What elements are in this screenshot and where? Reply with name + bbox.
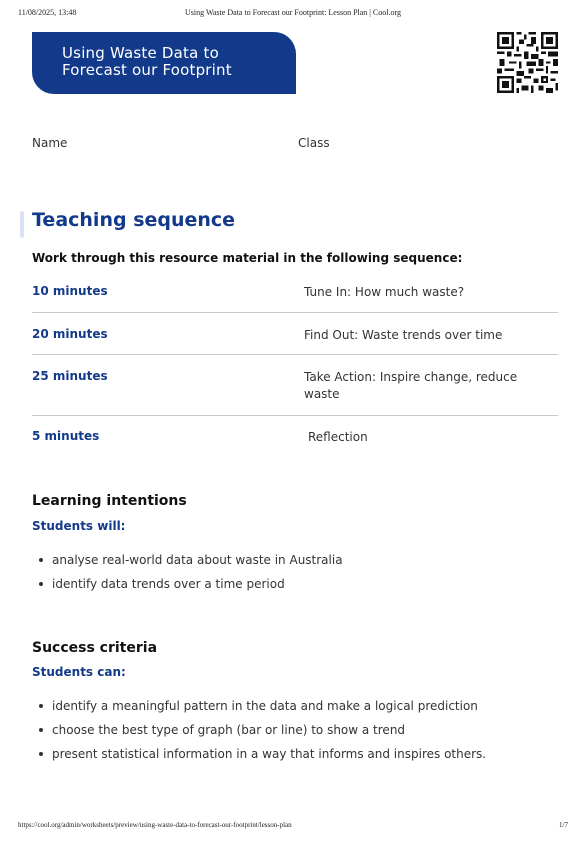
sequence-duration: 10 minutes bbox=[32, 284, 108, 298]
print-url: https://cool.org/admin/worksheets/preview/using-waste-data-to-forecast-our-footprint/lesson-plan bbox=[18, 821, 292, 829]
list-item: choose the best type of graph (bar or line) to show a trend bbox=[38, 722, 486, 746]
lesson-title-line-1: Using Waste Data to bbox=[62, 44, 219, 62]
name-field-label: Name bbox=[32, 136, 68, 150]
list-item: analyse real-world data about waste in Australia bbox=[38, 552, 343, 576]
sequence-row bbox=[32, 276, 558, 313]
success-criteria-subtitle: Students can: bbox=[32, 665, 126, 679]
print-header bbox=[18, 8, 568, 20]
success-criteria-list bbox=[38, 698, 486, 770]
sequence-duration: 25 minutes bbox=[32, 369, 108, 383]
teaching-sequence-heading: Teaching sequence bbox=[32, 209, 236, 231]
lesson-title-banner bbox=[32, 32, 296, 94]
sequence-activity: Tune In: How much waste? bbox=[304, 285, 465, 299]
learning-intentions-heading: Learning intentions bbox=[32, 493, 187, 509]
page-number: 1/7 bbox=[559, 821, 568, 829]
success-criteria-heading: Success criteria bbox=[32, 640, 158, 656]
sequence-activity: Take Action: Inspire change, reduce waste bbox=[304, 370, 518, 401]
sequence-row bbox=[32, 416, 558, 456]
print-datetime: 11/08/2025, 13:48 bbox=[18, 8, 77, 17]
class-field-label: Class bbox=[298, 136, 330, 150]
sequence-duration: 20 minutes bbox=[32, 327, 108, 341]
learning-intentions-subtitle: Students will: bbox=[32, 519, 126, 533]
lesson-title-line-2: Forecast our Footprint bbox=[62, 61, 232, 79]
section-accent-bar bbox=[20, 211, 24, 238]
print-title: Using Waste Data to Forecast our Footprint: Lesson Plan | Cool.org bbox=[185, 8, 401, 17]
list-item: identify data trends over a time period bbox=[38, 576, 343, 600]
list-item: present statistical information in a way that informs and inspires others. bbox=[38, 746, 486, 770]
teaching-sequence-table bbox=[32, 276, 558, 456]
list-item: identify a meaningful pattern in the data and make a logical prediction bbox=[38, 698, 486, 722]
sequence-row bbox=[32, 355, 558, 416]
sequence-row bbox=[32, 313, 558, 355]
print-footer bbox=[18, 821, 568, 833]
sequence-duration: 5 minutes bbox=[32, 429, 100, 443]
sequence-activity: Find Out: Waste trends over time bbox=[304, 328, 503, 342]
teaching-sequence-intro: Work through this resource material in the following sequence: bbox=[32, 251, 463, 265]
sequence-activity: Reflection bbox=[308, 430, 368, 444]
learning-intentions-list bbox=[38, 552, 343, 600]
qr-code-icon bbox=[497, 32, 558, 93]
